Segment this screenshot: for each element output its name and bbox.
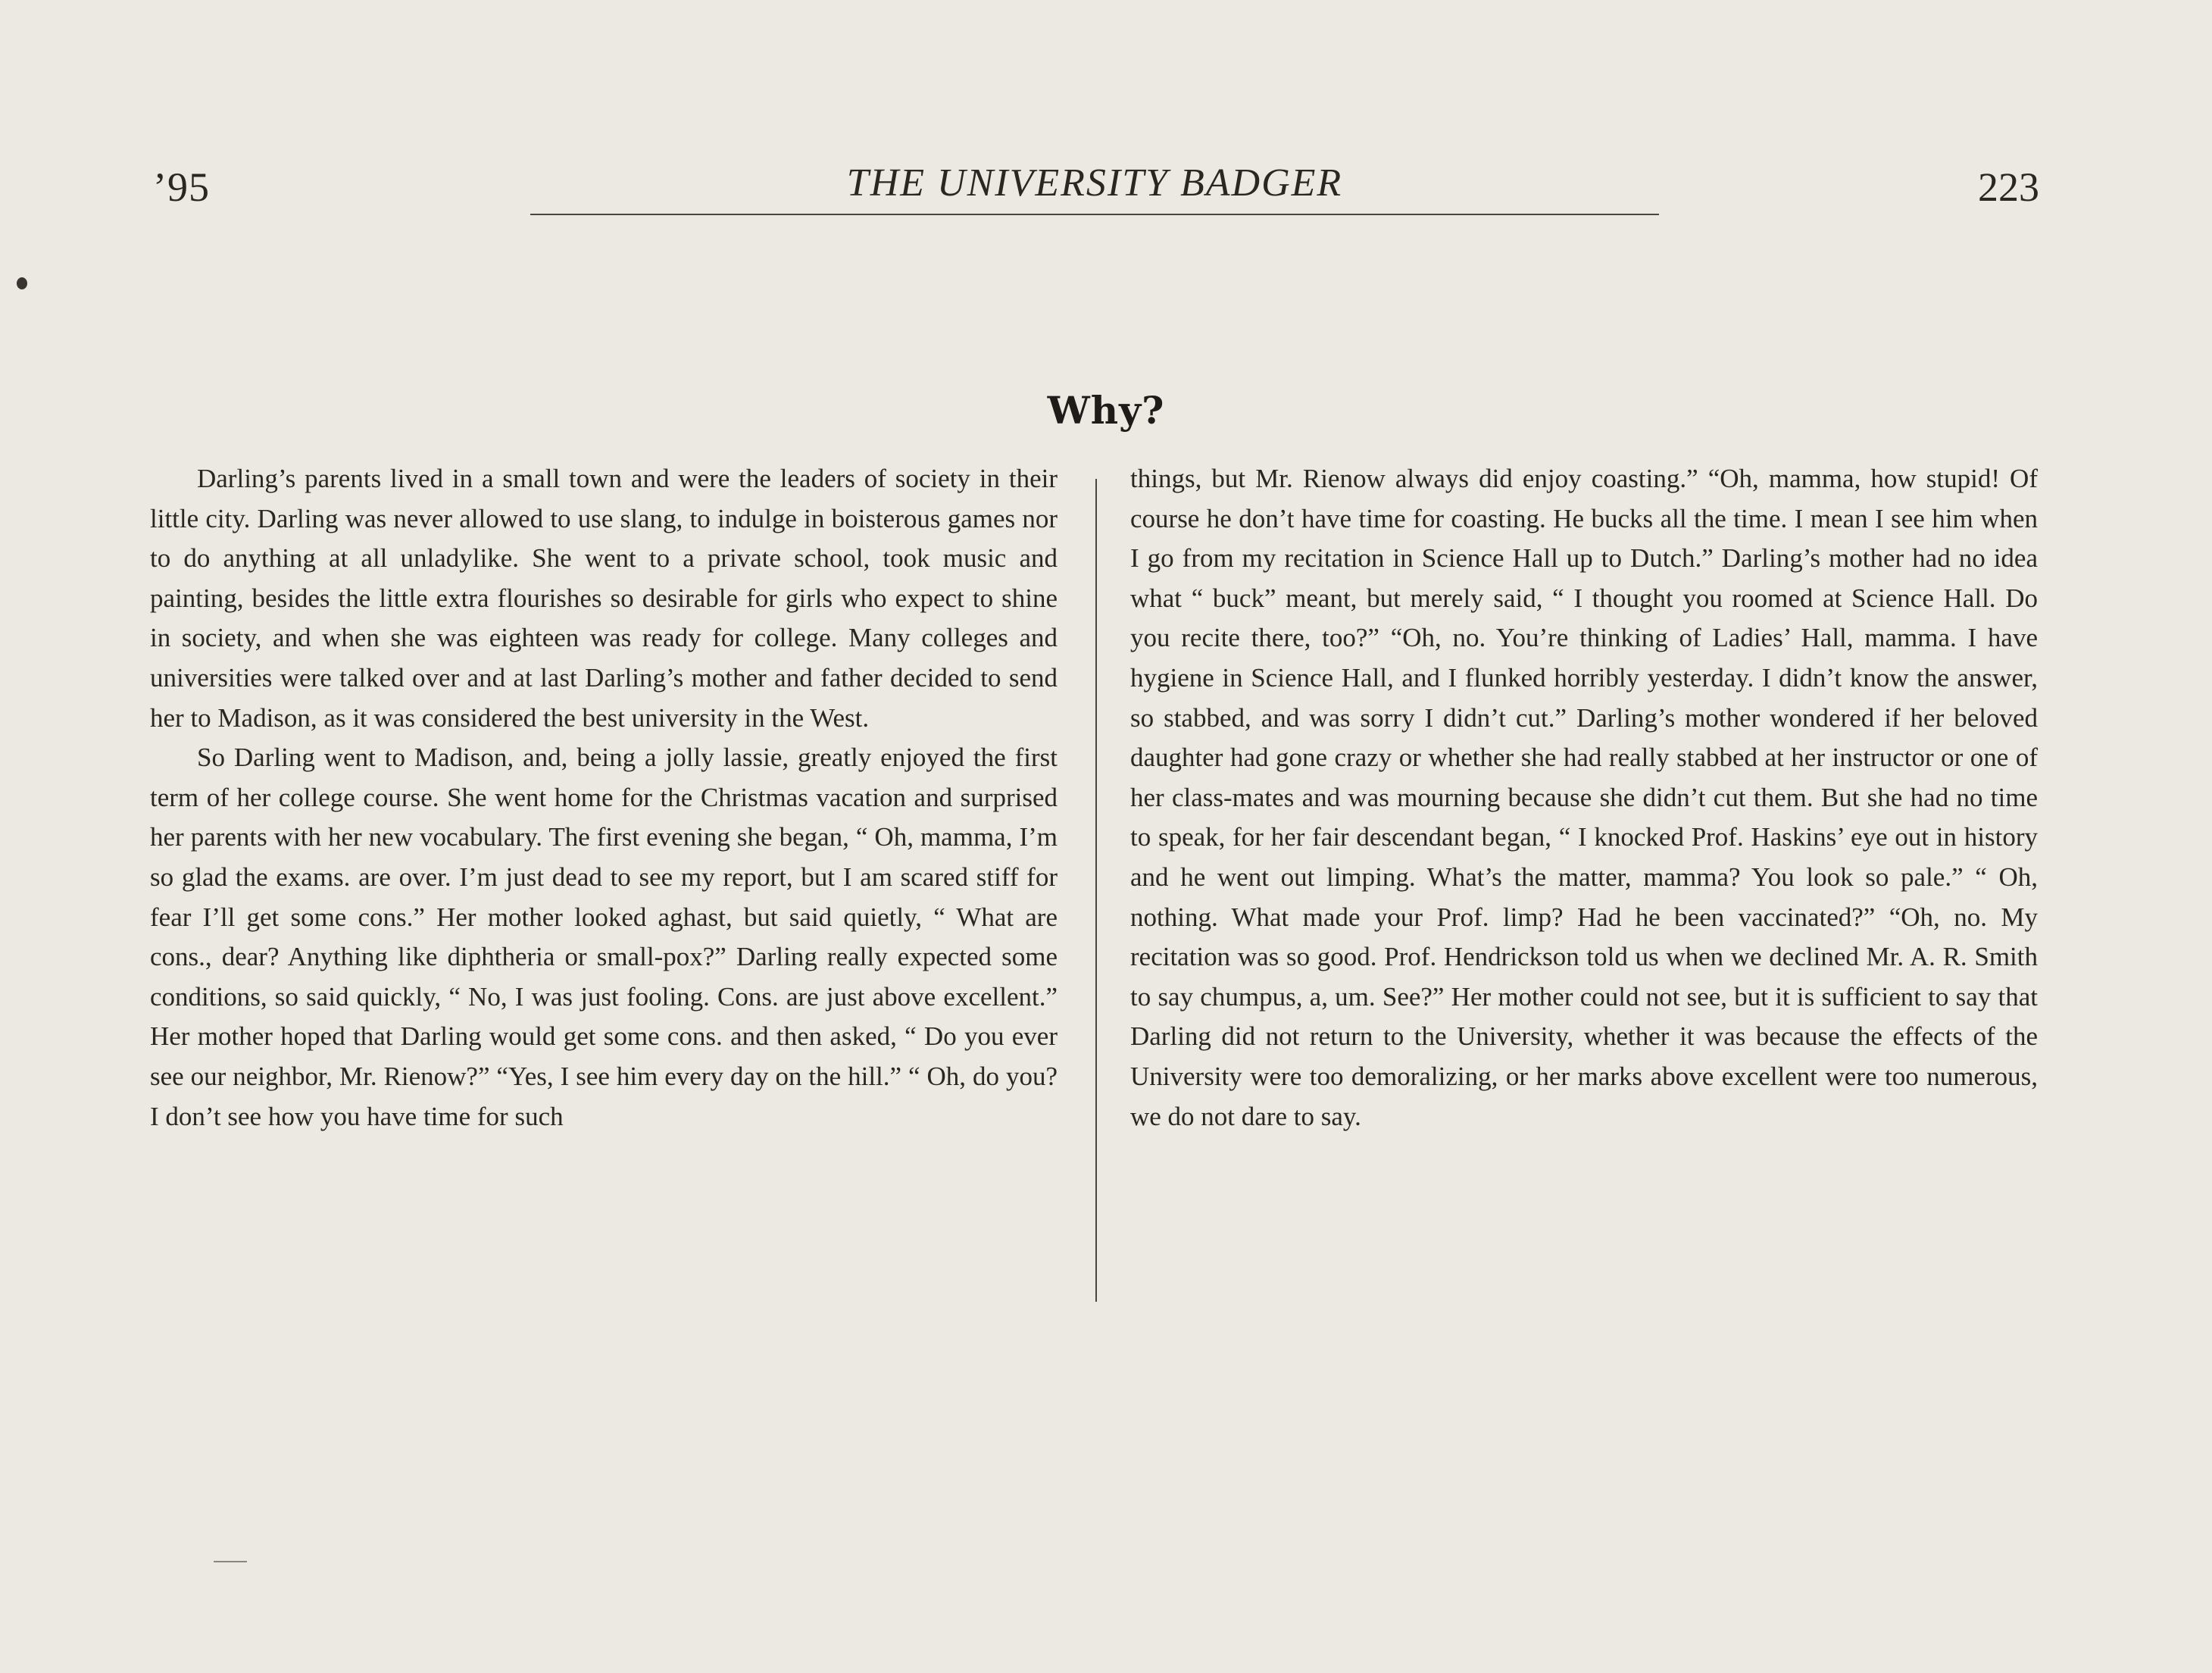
stray-mark: [214, 1561, 247, 1562]
column-divider: [1095, 479, 1097, 1302]
page-number: 223: [1978, 164, 2039, 210]
left-column: [150, 459, 1058, 1137]
right-paragraph: things, but Mr. Rienow always did enjoy coasting.” “Oh, mamma, how stupid! Of course he don’t have time for coasting. He bucks all the time. I mean I see him when I go from my recitation in Science Hall up to Dutch.” Darling’s mother had no idea what “ buck” meant, but merely said, “ I thought you roomed at Science Hall. Do you recite there, too?” “Oh, no. You’re thinking of Ladies’ Hall, mamma. I have hygiene in Science Hall, and I flunked horribly yesterday. I didn’t know the answer, so stabbed, and was sorry I didn’t cut.” Darling’s mother wondered if her beloved daughter had gone crazy or whether she had really stabbed at her instructor or one of her class-mates and was mourning because she didn’t cut them. But she had no time to speak, for her fair descendant began, “ I knocked Prof. Haskins’ eye out in history and he went out limping. What’s the matter, mamma? You look so pale.” “ Oh, nothing. What made your Prof. limp? Had he been vaccinated?” “Oh, no. My recitation was so good. Prof. Hendrickson told us when we declined Mr. A. R. Smith to say chumpus, a, um. See?” Her mother could not see, but it is sufficient to say that Darling did not return to the University, whether it was because the effects of the University were too demoralizing, or her marks above excellent were too numerous, we do not dare to say.: [1130, 464, 2038, 1131]
left-paragraph: So Darling went to Madison, and, being a jolly lassie, greatly enjoyed the first term of her college course. She went home for the Christmas vacation and surprised her parents with her new vocabulary. The first evening she began, “ Oh, mamma, I’m so glad the exams. are over. I’m just dead to see my report, but I am scared stiff for fear I’ll get some cons.” Her mother looked aghast, but said quietly, “ What are cons., dear? Anything like diphtheria or small-pox?” Darling really expected some conditions, so said quickly, “ No, I was just fooling. Cons. are just above excellent.” Her mother hoped that Darling would get some cons. and then asked, “ Do you ever see our neighbor, Mr. Rienow?” “Yes, I see him every day on the hill.” “ Oh, do you? I don’t see how you have time for such: [150, 743, 1058, 1131]
article-title: Why?: [1047, 387, 1165, 433]
header-year: ’95: [153, 164, 210, 210]
right-column: [1130, 459, 2038, 1137]
header-title: THE UNIVERSITY BADGER: [846, 161, 1343, 205]
header-rule: [530, 214, 1659, 215]
running-header: [0, 156, 2212, 217]
left-paragraph: Darling’s parents lived in a small town and were the leaders of society in their little city. Darling was never allowed to use slang, to indulge in boisterous games nor to do anything at all unladylike. She went to a private school, took music and painting, besides the little extra flourishes so desirable for girls who expect to shine in society, and when she was eighteen was ready for college. Many colleges and universities were talked over and at last Darling’s mother and father decided to send her to Madison, as it was considered the best university in the West.: [150, 464, 1058, 733]
ink-speck: [17, 277, 27, 289]
